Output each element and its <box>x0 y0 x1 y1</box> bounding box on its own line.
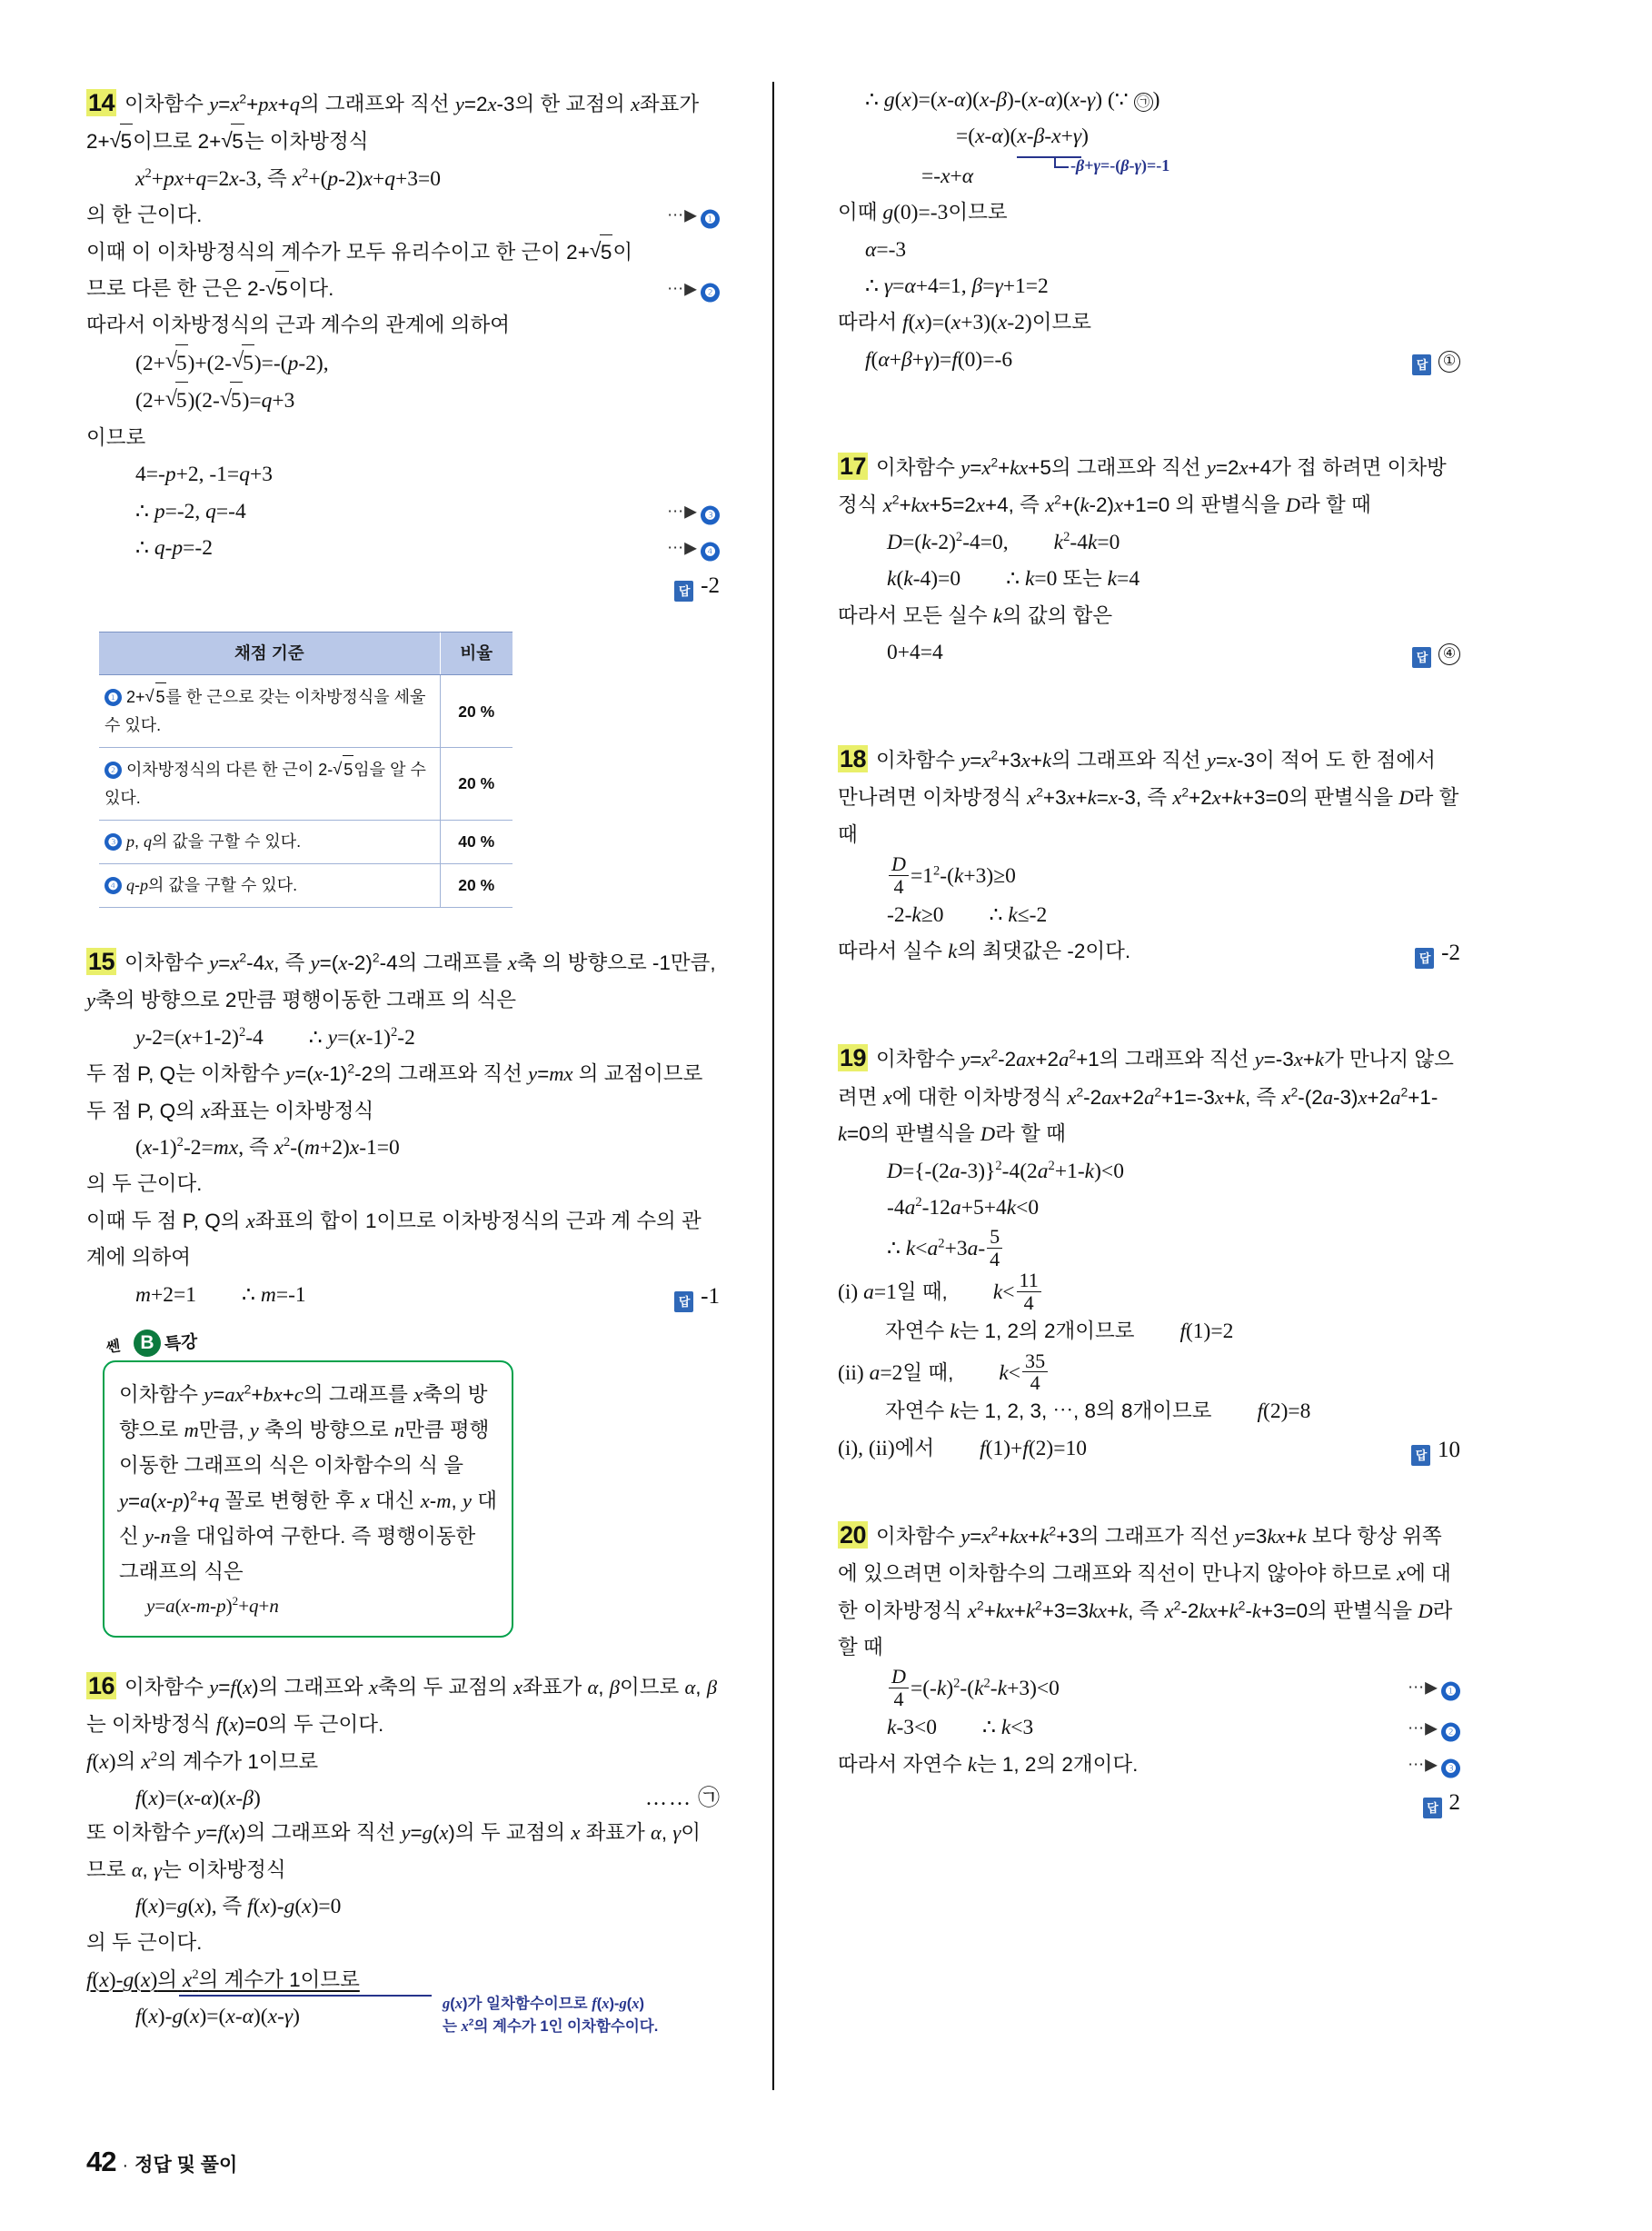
ref-circle-icon: ㉠ <box>1134 93 1153 112</box>
problem-19-text: 이차함수 $y=x^2-2ax+2a^2+1$의 그래프와 직선 y=-3x+k가 만나지 않으려면 x에 대한 이차방정식 $x^2-2ax+2a^2+1=-3x+k$, 즉 $x^2-(2a-3)x+2a^2+1-k=0$의 판별식을 D라 할 때 <box>838 1046 1454 1146</box>
tip-box-content <box>103 1360 513 1638</box>
answer-icon: 답 <box>1415 948 1434 969</box>
problem-18 <box>838 738 1460 969</box>
problem-16-eq5: =(x-α)(x-β-x+γ) <box>956 124 1089 148</box>
problem-16-body <box>86 1665 720 1744</box>
rubric-pct-2: 20 % <box>440 748 513 821</box>
problem-16-bracket-note: -β+γ=-(β-γ)=-1 <box>1054 154 1169 178</box>
problem-16-line-roots: 의 두 근이다. <box>86 1931 203 1955</box>
problem-19-case-2-result: 자연수 k는 1, 2, 3, ⋯, 8의 8개이므로 f(2)=8 <box>885 1399 1311 1424</box>
problem-18-answer-value: -2 <box>1441 941 1460 966</box>
answer-icon: 답 <box>1411 1445 1430 1466</box>
problem-15-text: 이차함수 $y=x^2-4x$, 즉 $y=(x-2)^2-4$의 그래프를 x축 의 방향으로 -1만큼, y축의 방향으로 2만큼 평행이동한 그래프 의 식은 <box>86 950 716 1012</box>
problem-19-eq2: $-4a^2-12a+5+4k<0$ <box>887 1195 1040 1220</box>
tip-brand-letter-icon: B <box>134 1330 161 1357</box>
problem-15-body <box>86 941 720 1020</box>
problem-17-eq1: $D=(k-2)^2-4=0$, $k^2-4k=0$ <box>887 529 1120 554</box>
problem-16-eq8: ∴ γ=α+4=1, β=γ+1=2 <box>865 274 1049 299</box>
problem-17-number: 17 <box>840 452 867 480</box>
problem-17-eq3-row: 0+4=4 답 ④ <box>838 634 1460 669</box>
tip-brand-prefix: 쎈 <box>104 1338 122 1356</box>
problem-14-answer <box>674 566 720 605</box>
problem-16-answer-value: ① <box>1438 351 1460 373</box>
problem-16-eq7: α=-3 <box>865 237 907 262</box>
problem-19-eq1: $D=\{-(2a-3)\}^2-4(2a^2+1-k)<0$ <box>887 1158 1124 1183</box>
problem-15-eq1: $y-2=(x+1-2)^2-4$ ∴ $y=(x-1)^2-2$ <box>135 1024 415 1050</box>
problem-16-ref-tag: …… ㉠ <box>645 1787 720 1811</box>
table-row <box>99 675 513 748</box>
step-marker-2: ⋯▶ ❷ <box>1408 1714 1460 1742</box>
problem-14-line-other-root: 므로 다른 한 근은 2- √ 5이다. ⋯▶ ❷ <box>86 271 720 307</box>
problem-19-case-1-result: 자연수 k는 1, 2의 2개이므로 f(1)=2 <box>885 1320 1234 1344</box>
problem-16-line-coef2: f(x)-g(x)의 $x^2$의 계수가 1이므로 <box>86 1967 360 1992</box>
problem-15 <box>86 941 720 1311</box>
tip-line-1: 이차함수 $y=ax^2+bx+c$의 그래프를 x축의 방향으로 m만큼, y 축의 방향으로 n만큼 평행이동한 그래프의 식은 이차함수의 식 을 $y=a(x-p)^2+q$ 꼴로 변형한 후 x 대신 x-m, y 대신 y-n을 대입하여 구한다. 즉 평행이동한 그래프의 식은 <box>119 1381 497 1584</box>
problem-19 <box>838 1037 1460 1464</box>
answer-icon: 답 <box>1423 1798 1442 1818</box>
problem-19-case-1: (i) a=1일 때, k< $\frac{11}{4}$ <box>838 1270 1460 1313</box>
problem-16-eq6: =-x+α <box>921 164 974 188</box>
problem-15-answer <box>674 1277 720 1316</box>
problem-20-answer <box>1423 1783 1461 1822</box>
page-number: 42 <box>86 2146 116 2177</box>
problem-14-answer-value: -2 <box>701 573 720 599</box>
problem-14-line-rational: 이때 이 이차방정식의 계수가 모두 유리수이고 한 근이 2+ √ 5이 <box>86 234 720 271</box>
problem-14-line-therefore: 이므로 <box>86 425 146 449</box>
problem-20-eq1: $\frac{D}{4}$ $=(-k)^2-(k^2-k+3)<0$ ⋯▶ ❶ <box>838 1666 1460 1709</box>
problem-18-text: 이차함수 $y=x^2+3x+k$의 그래프와 직선 y=x-3이 적어 도 한 점에서 만나려면 이차방정식 $x^2+3x+k=x-3$, 즉 $x^2+2x+k+3=0$의 판별식을 D라 할 때 <box>838 747 1459 846</box>
problem-19-case-2: (ii) a=2일 때, k< $\frac{35}{4}$ <box>838 1350 1460 1394</box>
rubric-mark-3: ❸ <box>104 833 122 851</box>
answer-icon: 답 <box>674 581 693 602</box>
problem-14-eq4: 4=-p+2, -1=q+3 <box>135 463 273 487</box>
problem-18-body <box>838 738 1460 853</box>
problem-20-number: 20 <box>840 1520 867 1549</box>
rubric-header-ratio: 비율 <box>440 632 513 675</box>
table-row <box>99 748 513 821</box>
problem-18-answer <box>1415 933 1460 972</box>
problem-20-text: 이차함수 $y=x^2+kx+k^2+3$의 그래프가 직선 y=3kx+k 보다 항상 위쪽에 있으려면 이차함수의 그래프와 직선이 만나지 않아야 하므로 x에 대한 이차방정식 $x^2+kx+k^2+3=3kx+k$, 즉 $x^2-2kx+k^2-k+3=0$의 판별식을 D라 할 때 <box>838 1523 1453 1659</box>
problem-14-eq2: (2+ √ 5)+(2- √ 5)=-(p-2), <box>86 344 720 382</box>
problem-19-body <box>838 1037 1460 1152</box>
step-marker-2: ⋯▶ ❷ <box>667 275 720 304</box>
problem-18-eq1: $\frac{D}{4}$ $=1^2-(k+3)\ge 0$ <box>838 853 1460 897</box>
problem-18-conclusion-row <box>838 933 1460 968</box>
problem-17-answer-value: ④ <box>1438 643 1460 665</box>
scoring-rubric-table <box>99 632 513 908</box>
footer-separator: · <box>122 2156 129 2176</box>
footer-section-title: 정답 및 풀이 <box>134 2155 238 2176</box>
problem-16-eq2: f(x)=g(x), 즉 f(x)-g(x)=0 <box>135 1894 342 1918</box>
rubric-header-row <box>99 632 513 675</box>
annotation-leader-line <box>179 1995 432 1997</box>
tip-box-header <box>106 1328 513 1360</box>
table-row <box>99 820 513 863</box>
problem-14-eq3: (2+ √ 5)(2- √ 5)=q+3 <box>86 382 720 419</box>
page-footer <box>86 2146 237 2178</box>
problem-17-line-sum: 따라서 모든 실수 k의 값의 합은 <box>838 603 1113 627</box>
problem-15-eq2: $(x-1)^2-2=mx$, 즉 $x^2-(m+2)x-1=0$ <box>135 1135 400 1160</box>
problem-17-body <box>838 445 1460 524</box>
problem-14-line-vieta: 따라서 이차방정식의 근과 계수의 관계에 의하여 <box>86 314 510 337</box>
problem-14-text: 이차함수 $y=x^2+px+q$의 그래프와 직선 y=2x-3의 한 교점의 x좌표가 2+ √ 5이므로 2+ √ 5는 이차방정식 <box>86 93 699 153</box>
tip-brand-suffix: 특강 <box>163 1331 199 1355</box>
problem-16-number: 16 <box>88 1671 115 1699</box>
rubric-mark-4: ❹ <box>104 877 122 894</box>
problem-19-answer-value: 10 <box>1438 1437 1460 1462</box>
problem-20-conclusion: 따라서 자연수 k는 1, 2의 2개이다. ⋯▶ ❸ <box>838 1747 1460 1783</box>
problem-14-body <box>86 82 720 161</box>
answer-icon: 답 <box>674 1291 693 1312</box>
problem-19-conclusion-row <box>838 1430 1460 1465</box>
problem-14-answer-row <box>86 566 720 601</box>
table-row <box>99 863 513 907</box>
step-marker-4: ⋯▶ ❹ <box>667 534 720 563</box>
problem-15-line-roots: 의 두 근이다. <box>86 1172 203 1196</box>
step-marker-1: ⋯▶ ❶ <box>1408 1674 1460 1702</box>
problem-16-bracket-note-row <box>838 155 1460 194</box>
rubric-pct-1: 20 % <box>440 675 513 748</box>
problem-19-eq3: ∴ $k<a^2+3a-$ $\frac{5}{4}$ <box>838 1226 1460 1270</box>
problem-18-number: 18 <box>840 744 867 772</box>
problem-20-eq2: k-3<0 ∴ k<3 ⋯▶ ❷ <box>838 1709 1460 1746</box>
problem-19-answer <box>1411 1430 1460 1469</box>
answer-icon: 답 <box>1412 354 1431 375</box>
problem-17-eq2: k(k-4)=0 ∴ k=0 또는 k=4 <box>887 567 1140 592</box>
problem-16-continued <box>838 82 1460 376</box>
problem-14 <box>86 82 720 601</box>
problem-16-line-coef: f(x)의 $x^2$의 계수가 1이므로 <box>86 1748 319 1774</box>
problem-16-eq9-row: f(α+β+γ)=f(0)=-6 답 ① <box>838 342 1460 376</box>
right-column <box>783 82 1460 2090</box>
problem-20 <box>838 1514 1460 1818</box>
problem-16-side-note: g(x)가 일차함수이므로 f(x)-g(x) 는 $x^2$의 계수가 1인 이차함수이다. <box>443 1995 659 2035</box>
rubric-criteria-1: ❶ 2+ √ 5를 한 근으로 갖는 이차방정식을 세울 수 있다. <box>99 675 440 748</box>
rubric-mark-1: ❶ <box>104 689 122 706</box>
problem-16-eq3: f(x)-g(x)=(x-α)(x-γ) <box>135 2005 300 2029</box>
problem-17 <box>838 445 1460 669</box>
rubric-header-criteria: 채점 기준 <box>99 632 440 675</box>
left-column <box>86 82 763 2090</box>
problem-16-eq3-annotated <box>86 1995 720 2035</box>
problem-14-eq1: $x^2+px+q=2x-3$, 즉 $x^2+(p-2)x+q+3=0$ <box>135 166 442 191</box>
answer-icon: 답 <box>1412 647 1431 668</box>
step-marker-3: ⋯▶ ❸ <box>667 497 720 525</box>
elbow-connector-icon <box>1054 158 1069 168</box>
problem-17-answer <box>1412 634 1460 672</box>
problem-16-eq5-annotated <box>838 118 1460 157</box>
problem-18-conclusion: 따라서 실수 k의 최댓값은 -2이다. <box>838 940 1131 963</box>
tip-box-wrapper <box>103 1328 513 1638</box>
problem-15-answer-value: -1 <box>701 1283 720 1309</box>
problem-20-answer-value: 2 <box>1448 1790 1460 1816</box>
rubric-mark-2: ❷ <box>104 762 122 779</box>
problem-19-number: 19 <box>840 1044 867 1072</box>
problem-20-body <box>838 1514 1460 1667</box>
rubric-criteria-3: ❸ p, q의 값을 구할 수 있다. <box>99 820 440 863</box>
problem-16-line-g: 또 이차함수 y=f(x)의 그래프와 직선 y=g(x)의 두 교점의 x 좌표가 α, γ이므로 α, γ는 이차방정식 <box>86 1821 701 1881</box>
rubric-pct-4: 20 % <box>440 863 513 907</box>
problem-16-line-g0: 이때 g(0)=-3이므로 <box>838 201 1008 225</box>
problem-15-number: 15 <box>88 947 115 975</box>
problem-15-eq3-row: m+2=1 ∴ m=-1 답 -1 <box>86 1277 720 1311</box>
problem-16-text: 이차함수 y=f(x)의 그래프와 x축의 두 교점의 x좌표가 α, β이므로 α, β는 이차방정식 f(x)=0의 두 근이다. <box>86 1675 718 1737</box>
problem-19-conclusion: (i), (ii)에서 f(1)+f(2)=10 <box>838 1436 1087 1460</box>
rubric-pct-3: 40 % <box>440 820 513 863</box>
column-divider <box>772 82 774 2090</box>
problem-16-eq1-row: f(x)=(x-α)(x-β) …… ㉠ <box>86 1780 720 1815</box>
step-marker-1: ⋯▶ ❶ <box>667 202 720 230</box>
problem-16 <box>86 1665 720 2036</box>
problem-15-line-pq: 두 점 P, Q는 이차함수 $y=(x-1)^2-2$의 그래프와 직선 y=mx 의 교점이므로 두 점 P, Q의 x좌표는 이차방정식 <box>86 1061 703 1122</box>
rubric-criteria-4: ❹ q-p의 값을 구할 수 있다. <box>99 863 440 907</box>
two-column-layout <box>86 82 1566 2090</box>
problem-14-eq5: ∴ p=-2, q=-4 ⋯▶ ❸ <box>86 493 720 530</box>
step-marker-3: ⋯▶ ❸ <box>1408 1750 1460 1778</box>
problem-16-eq4: ∴ g(x)=(x-α)(x-β)-(x-α)(x-γ) (∵ ㉠ ) <box>865 88 1160 112</box>
problem-16-answer <box>1412 342 1460 379</box>
problem-17-text: 이차함수 $y=x^2+kx+5$의 그래프와 직선 y=2x+4가 접 하려면 이차방정식 $x^2+kx+5=2x+4$, 즉 $x^2+(k-2)x+1=0$ 의 판별식을 D라 할 때 <box>838 454 1447 517</box>
problem-14-eq6: ∴ q-p=-2 ⋯▶ ❹ <box>86 530 720 566</box>
tip-equation: $y=a(x-m-p)^2+q+n$ <box>146 1594 279 1618</box>
problem-16-line-f: 따라서 f(x)=(x+3)(x-2)이므로 <box>838 311 1091 335</box>
problem-20-answer-row <box>838 1783 1460 1818</box>
problem-15-line-sum: 이때 두 점 P, Q의 x좌표의 합이 1이므로 이차방정식의 근과 계 수의 관계에 의하여 <box>86 1209 702 1270</box>
problem-14-number: 14 <box>88 89 115 116</box>
problem-14-line-root: 의 한 근이다. ⋯▶ ❶ <box>86 197 720 234</box>
problem-18-eq2: -2-k≥0 ∴ k≤-2 <box>887 903 1048 927</box>
rubric-criteria-2: ❷ 이차방정식의 다른 한 근이 2- √ 5임을 알 수 있다. <box>99 748 440 821</box>
